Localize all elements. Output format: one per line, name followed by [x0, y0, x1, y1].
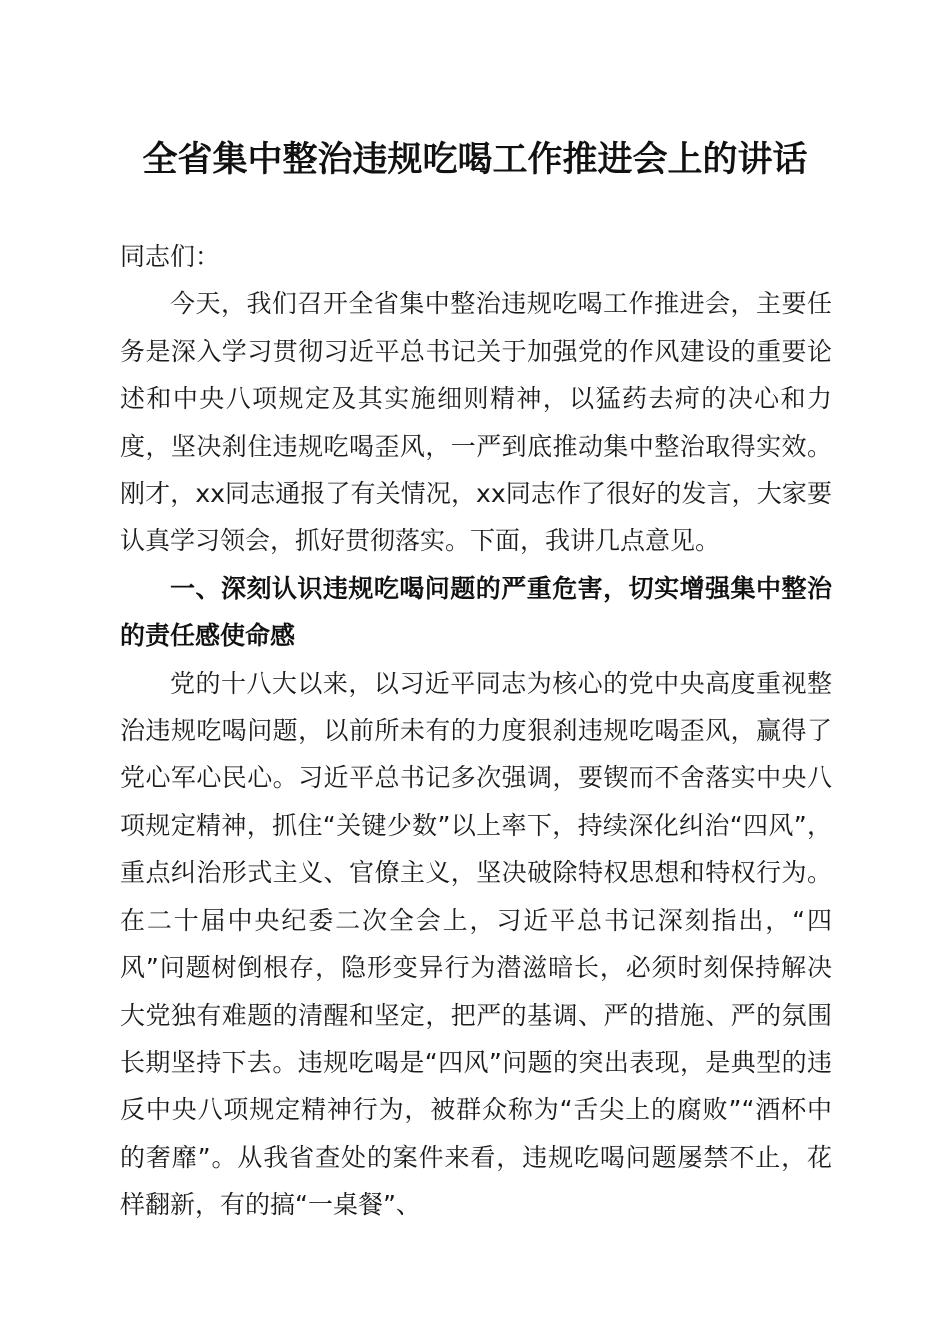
section-1-heading: 一、深刻认识违规吃喝问题的严重危害，切实增强集中整治的责任感使命感	[120, 573, 832, 651]
salutation: 同志们：	[120, 242, 221, 271]
document-body	[120, 233, 832, 1229]
opening-paragraph: 今天，我们召开全省集中整治违规吃喝工作推进会，主要任务是深入学习贯彻习近平总书记关于加强党的作风建设的重要论述和中央八项规定及其实施细则精神，以猛药去疴的决心和力度，坚决刹住违规吃喝歪风，一严到底推动集中整治取得实效。刚才，xx同志通报了有关情况，xx同志作了很好的发言，大家要认真学习领会，抓好贯彻落实。下面，我讲几点意见。	[120, 289, 832, 556]
document-title: 全省集中整治违规吃喝工作推进会上的讲话	[142, 139, 808, 180]
section-1-paragraph: 党的十八大以来，以习近平同志为核心的党中央高度重视整治违规吃喝问题，以前所未有的力度狠刹违规吃喝歪风，赢得了党心军心民心。习近平总书记多次强调，要锲而不舍落实中央八项规定精神，抓住“关键少数”以上率下，持续深化纠治“四风”，重点纠治形式主义、官僚主义，坚决破除特权思想和特权行为。在二十届中央纪委二次全会上，习近平总书记深刻指出，“四风”问题树倒根存，隐形变异行为潜滋暗长，必须时刻保持解决大党独有难题的清醒和坚定，把严的基调、严的措施、严的氛围长期坚持下去。违规吃喝是“四风”问题的突出表现，是典型的违反中央八项规定精神行为，被群众称为“舌尖上的腐败”“酒杯中的奢靡”。从我省查处的案件来看，违规吃喝问题屡禁不止，花样翻新，有的搞“一桌餐”、	[120, 668, 832, 1220]
